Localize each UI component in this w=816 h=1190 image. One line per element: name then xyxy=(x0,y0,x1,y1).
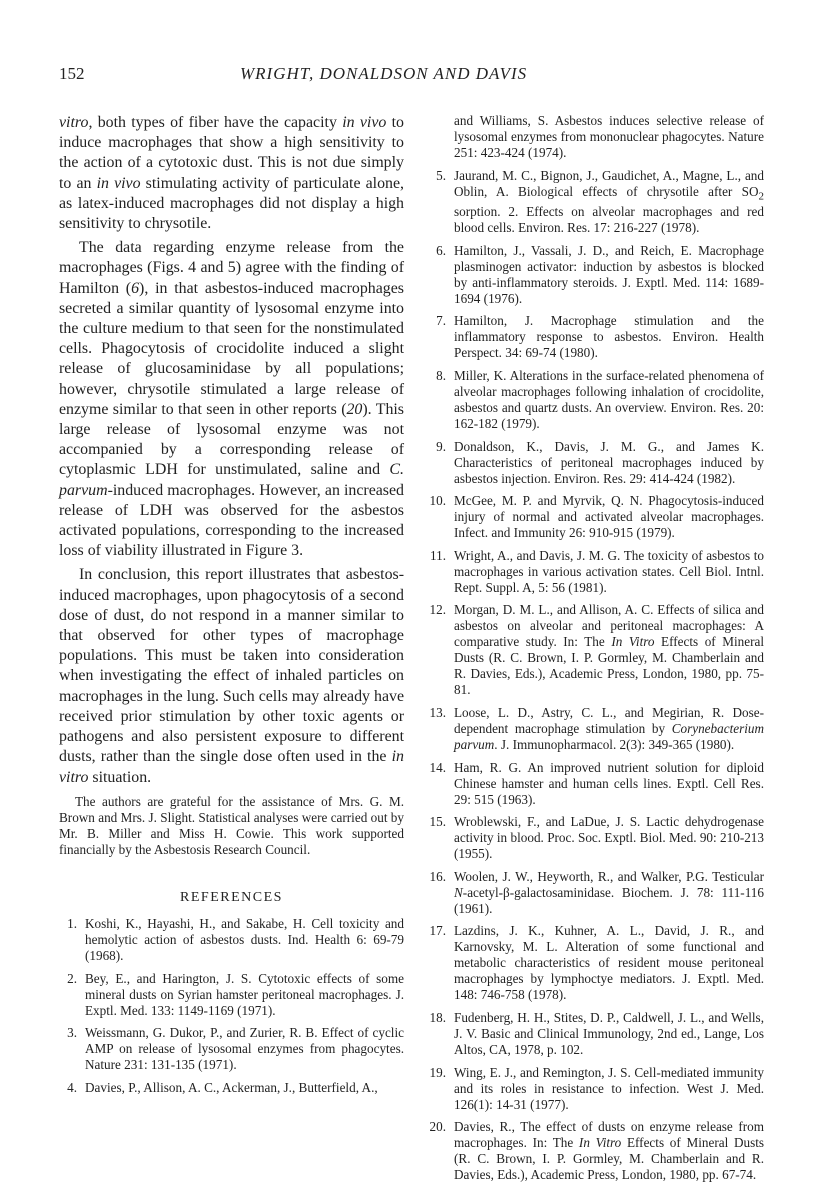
reference-20: 20. Davies, R., The effect of dusts on enzyme release from macrophages. In: The In Vitro Effects of Mineral Dusts (R. C. Brown, I. P. Gormley, M. Chamberlain and R. Davies, Eds.), Academic Press, London, 1980, pp. 67-74. xyxy=(429,1119,764,1183)
running-head: WRIGHT, DONALDSON AND DAVIS xyxy=(240,64,528,83)
reference-9: 9. Donaldson, K., Davis, J. M. G., and James K. Characteristics of peritoneal macrophages induced by asbestos injection. Environ. Res. 29: 414-424 (1982). xyxy=(436,438,764,486)
body-paragraph-1: vitro, both types of fiber have the capacity in vivo to induce macrophages that show a high sensitivity to the action of a cytotoxic dust. This is not due simply to an in vivo stimulating activity of particulate alone, as latex-induced macrophages did not display a high sensitivity to chrysotile. xyxy=(59,114,404,233)
acknowledgment: The authors are grateful for the assistance of Mrs. G. M. Brown and Mrs. J. Slight. Statistical analyses were carried out by Mr. B. Miller and Miss H. Cowie. This work supported financially by the Asbestosis Research Council. xyxy=(59,793,404,857)
reference-8: 8. Miller, K. Alterations in the surface-related phenomena of alveolar macrophages following inhalation of crocidolite, asbestos and quartz dusts. An overview. Environ. Res. 20: 162-182 (1979). xyxy=(436,368,764,432)
reference-12: 12. Morgan, D. M. L., and Allison, A. C. Effects of silica and asbestos on alveolar and peritoneal macrophages: A comparative study. In: The In Vitro Effects of Mineral Dusts (R. C. Brown, I. P. Gormley, M. Chamberlain and R. Davies, Eds.), Academic Press, London, 1980, pp. 75-81. xyxy=(429,602,764,698)
reference-6: 6. Hamilton, J., Vassali, J. D., and Reich, E. Macrophage plasminogen activator: induction by asbestos is blocked by anti-inflammatory steroids. J. Exptl. Med. 114: 1689-1694 (1976). xyxy=(436,242,764,306)
reference-13: 13. Loose, L. D., Astry, C. L., and Megirian, R. Dose-dependent macrophage stimulation by Corynebacterium parvum. J. Immunopharmacol. 2(3): 349-365 (1980). xyxy=(429,704,764,752)
reference-list-right xyxy=(428,113,764,1183)
reference-17: 17. Lazdins, J. K., Kuhner, A. L., David, J. R., and Karnovsky, M. L. Alteration of some functional and metabolic characteristics of resident mouse peritoneal macrophages by lymphoctye mediators. J. Exptl. Med. 148: 746-758 (1978). xyxy=(429,923,764,1003)
reference-16: 16. Woolen, J. W., Heyworth, R., and Walker, P.G. Testicular N-acetyl-β-galactosaminidase. Biochem. J. 78: 111-116 (1961). xyxy=(429,868,764,916)
page-number: 152 xyxy=(59,64,85,83)
reference-18: 18. Fudenberg, H. H., Stites, D. P., Caldwell, J. L., and Wells, J. V. Basic and Clinical Immunology, 2nd ed., Lange, Los Altos, CA, 1978, p. 102. xyxy=(429,1009,764,1057)
reference-list-left xyxy=(59,916,404,1096)
body-paragraph-3: In conclusion, this report illustrates that asbestos-induced macrophages, upon phagocytosis of a second dose of dust, do not respond in a manner similar to that observed for other types of macrophage populations. This must be taken into consideration when investigating the effect of inhaled particles on macrophages in the lung. Such cells may already have received prior stimulation by other toxic agents or pathogens and also persistent exposure to different dusts, rather than the single dose often used in the in vitro situation. xyxy=(59,566,404,786)
reference-3: 3. Weissmann, G. Dukor, P., and Zurier, R. B. Effect of cyclic AMP on release of lysosomal enzymes from phagocytes. Nature 231: 131-135 (1971). xyxy=(67,1025,404,1073)
reference-7: 7. Hamilton, J. Macrophage stimulation and the inflammatory response to asbestos. Environ. Health Perspect. 34: 69-74 (1980). xyxy=(436,313,764,361)
reference-4-continued: and Williams, S. Asbestos induces selective release of lysosomal enzymes from mononuclear phagocytes. Nature 251: 423-424 (1974). xyxy=(454,113,764,160)
reference-4: 4. Davies, P., Allison, A. C., Ackerman, J., Butterfield, A., xyxy=(67,1080,378,1096)
left-column xyxy=(59,113,404,1103)
reference-1: 1. Koshi, K., Hayashi, H., and Sakabe, H. Cell toxicity and hemolytic action of asbestos dusts. Ind. Health 6: 69-79 (1968). xyxy=(67,915,404,963)
reference-5: 5. Jaurand, M. C., Bignon, J., Gaudichet, A., Magne, L., and Oblin, A. Biological effects of chrysotile after $SO_2$ sorption. 2. Effects on alveolar macrophages and red blood cells. Environ. Res. 17: 216-227 (1978). xyxy=(436,167,764,236)
right-column xyxy=(428,113,764,1190)
reference-19: 19. Wing, E. J., and Remington, J. S. Cell-mediated immunity and its roles in resistance to infection. West J. Med. 126(1): 14-31 (1977). xyxy=(429,1064,764,1112)
body-paragraph-2: The data regarding enzyme release from the macrophages (Figs. 4 and 5) agree with the finding of Hamilton (6), in that asbestos-induced macrophages secreted a similar quantity of lysosomal enzyme into the culture medium to that seen for the nonstimulated cells. Phagocytosis of crocidolite induced a slight release of glucosaminidase by all populations; however, chrysotile stimulated a large release of enzyme similar to that seen in other reports (20). This large release of lysosomal enzyme was not accompanied by a corresponding release of cytoplasmic LDH for unstimulated, saline and C. parvum-induced macrophages. However, an increased release of LDH was observed for the asbestos activated populations, corresponding to the increased loss of viability illustrated in Figure 3. xyxy=(59,239,404,560)
reference-2: 2. Bey, E., and Harington, J. S. Cytotoxic effects of some mineral dusts on Syrian hamster peritoneal macrophages. J. Exptl. Med. 133: 1149-1169 (1971). xyxy=(67,970,404,1018)
reference-10: 10. McGee, M. P. and Myrvik, Q. N. Phagocytosis-induced injury of normal and activated alveolar macrophages. Infect. and Immunity 26: 910-915 (1979). xyxy=(429,493,764,541)
reference-15: 15. Wroblewski, F., and LaDue, J. S. Lactic dehydrogenase activity in blood. Proc. Soc. Exptl. Biol. Med. 90: 210-213 (1955). xyxy=(429,814,764,862)
reference-14: 14. Ham, R. G. An improved nutrient solution for diploid Chinese hamster and human cells lines. Exptl. Cell Res. 29: 515 (1963). xyxy=(429,759,764,807)
reference-11: 11. Wright, A., and Davis, J. M. G. The toxicity of asbestos to macrophages in various activation states. Cell Biol. Intnl. Rept. Suppl. A, 5: 56 (1981). xyxy=(430,547,764,595)
references-heading: REFERENCES xyxy=(180,889,283,905)
